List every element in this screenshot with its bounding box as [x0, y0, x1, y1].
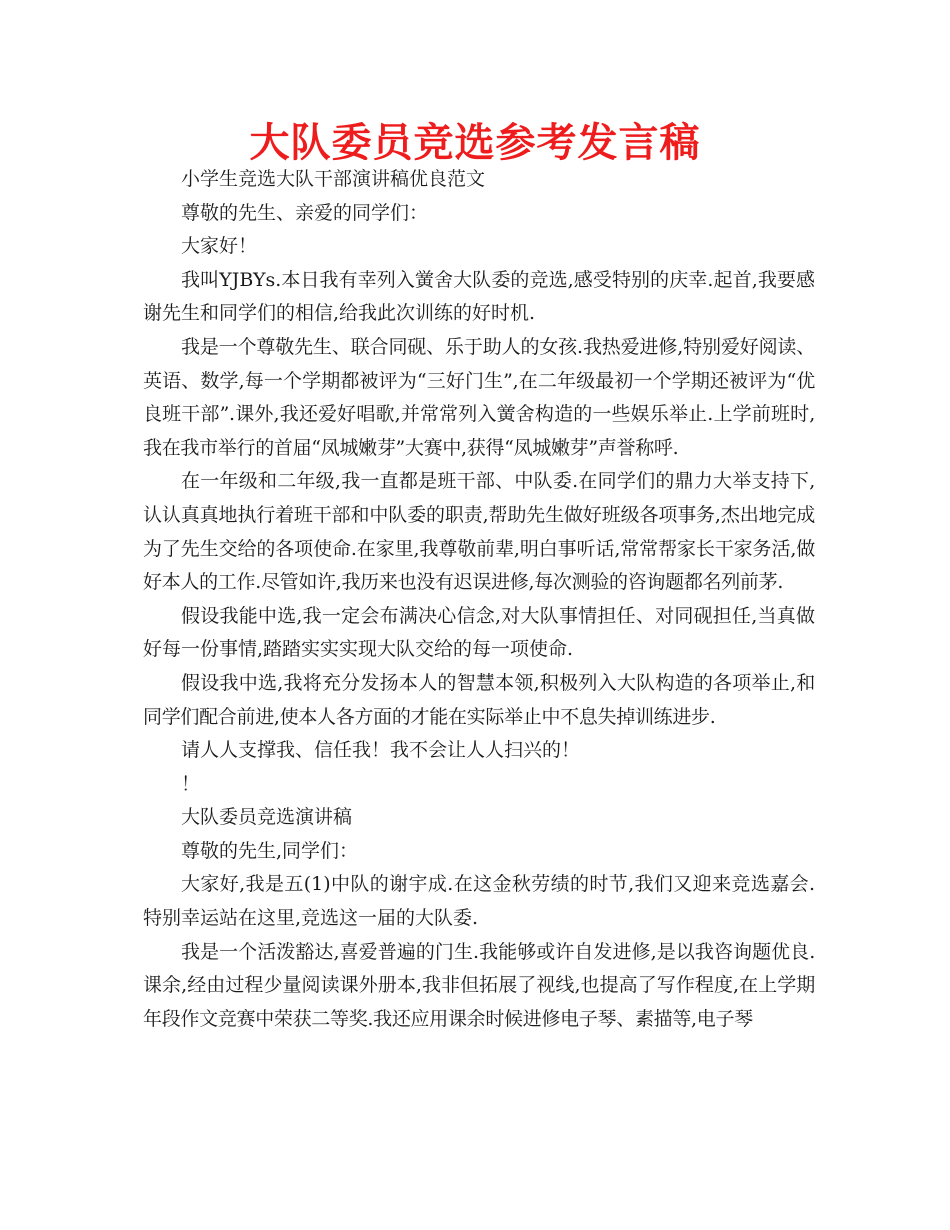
- paragraph-promise-1: 假设我能中选,我一定会布满决心信念,对大队事情担任、对同砚担任,当真做好每一份事情,踏踏实实实现大队交给的每一项使命.: [143, 604, 815, 661]
- paragraph-exclamation: ！: [181, 772, 201, 795]
- paragraph-hello: 大家好！: [181, 235, 258, 258]
- document-title: 大队委员竞选参考发言稿: [249, 120, 701, 166]
- paragraph-greeting: 尊敬的先生、亲爱的同学们：: [181, 201, 429, 224]
- paragraph-introduction: 我叫YJBYs.本日我有幸列入黉舍大队委的竞选,感受特别的庆幸.起首,我要感谢先生和同学们的相信,给我此次训练的好时机.: [143, 268, 815, 325]
- paragraph-introduction-2: 大家好,我是五(1)中队的谢宇成.在这金秋劳绩的时节,我们又迎来竞选嘉会.特别幸运站在这里,竞选这一届的大队委.: [143, 873, 815, 930]
- paragraph-self-description: 我是一个尊敬先生、联合同砚、乐于助人的女孩.我热爱进修,特别爱好阅读、英语、数学,每一个学期都被评为“三好门生”,在二年级最初一个学期还被评为“优良班干部”.课外,我还爱好唱歌,并常常列入黉舍构造的一些娱乐举止.上学前班时,我在我市举行的首届“凤城嫩芽”大赛中,获得“凤城嫩芽”声誉称呼.: [143, 335, 815, 459]
- paragraph-greeting-2: 尊敬的先生,同学们：: [181, 839, 359, 862]
- paragraph-subtitle: 小学生竞选大队干部演讲稿优良范文: [181, 168, 486, 190]
- paragraph-experience: 在一年级和二年级,我一直都是班干部、中队委.在同学们的鼎力大举支持下,认认真真地执行着班干部和中队委的职责,帮助先生做好班级各项事务,杰出地完成为了先生交给的各项使命.在家里,我尊敬前辈,明白事听话,常常帮家长干家务活,做好本人的工作.尽管如许,我历来也没有迟误进修,每次测验的咨询题都名列前茅.: [143, 470, 815, 594]
- paragraph-section-heading: 大队委员竞选演讲稿: [181, 806, 353, 829]
- paragraph-self-description-2: 我是一个活泼豁达,喜爱普遍的门生.我能够或许自发进修,是以我咨询题优良.课余,经由过程少量阅读课外册本,我非但拓展了视线,也提高了写作程度,在上学期年段作文竞赛中荣获二等奖.我还应用课余时候进修电子琴、素描等,电子琴: [143, 940, 815, 1030]
- document-body: [143, 163, 815, 1036]
- paragraph-closing: 请人人支撑我、信任我！我不会让人人扫兴的！: [181, 739, 581, 762]
- paragraph-promise-2: 假设我中选,我将充分发扬本人的智慧本领,积极列入大队构造的各项举止,和同学们配合前进,使本人各方面的才能在实际举止中不息失掉训练进步.: [143, 671, 815, 728]
